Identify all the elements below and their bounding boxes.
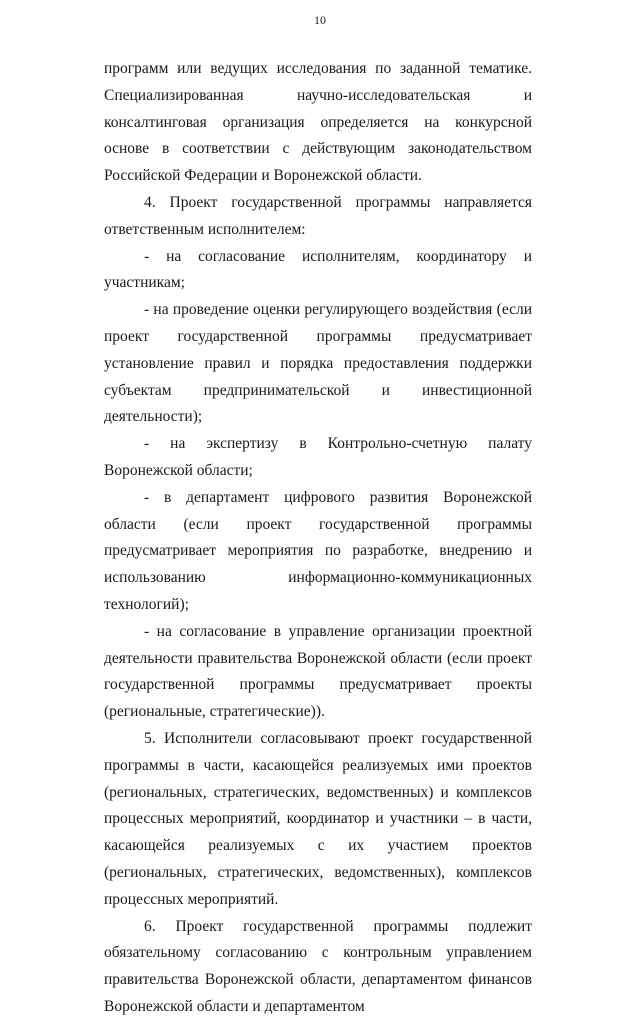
list-item-regulatory-assessment: - на проведение оценки регулирующего воздействия (если проект государственной программы предусматривает установление правил и порядка предоставления поддержки субъектам предпринимательской и инвестиционной деятельности); (104, 301, 532, 426)
list-item-digital-development: - в департамент цифрового развития Воронежской области (если проект государственной программы предусматривает мероприятия по разработке, внедрению и использованию информационно-коммуникационных технологий); (104, 488, 532, 613)
list-item-project-management: - на согласование в управление организации проектной деятельности правительства Воронежской области (если проект государственной программы предусматривает проекты (региональные, стратегические)). (104, 622, 532, 721)
paragraph-item-5: 5. Исполнители согласовывают проект государственной программы в части, касающейся реализуемых ими проектов (региональных, стратегических, ведомственных) и комплексов процессных мероприятий, координатор и участники – в части, касающейся реализуемых с их участием проектов (региональных, стратегических, ведомственных), комплексов процессных мероприятий. (104, 729, 532, 908)
paragraph-item-6: 6. Проект государственной программы подлежит обязательному согласованию с контрольным управлением правительства Воронежской области, департаментом финансов Воронежской области и департаментом (104, 917, 532, 1015)
page-number: 10 (314, 13, 326, 27)
paragraph-item-4: 4. Проект государственной программы направляется ответственным исполнителем: (104, 193, 532, 238)
list-item-coordination: - на согласование исполнителям, координатору и участникам; (104, 247, 532, 292)
paragraph-continuation: программ или ведущих исследования по заданной тематике. Специализированная научно-исследовательская и консалтинговая организация определяется на конкурсной основе в соответствии с действующим законодательством Российской Федерации и Воронежской области. (104, 60, 532, 185)
document-body (104, 56, 532, 1021)
list-item-audit-chamber: - на экспертизу в Контрольно-счетную палату Воронежской области; (104, 435, 532, 479)
